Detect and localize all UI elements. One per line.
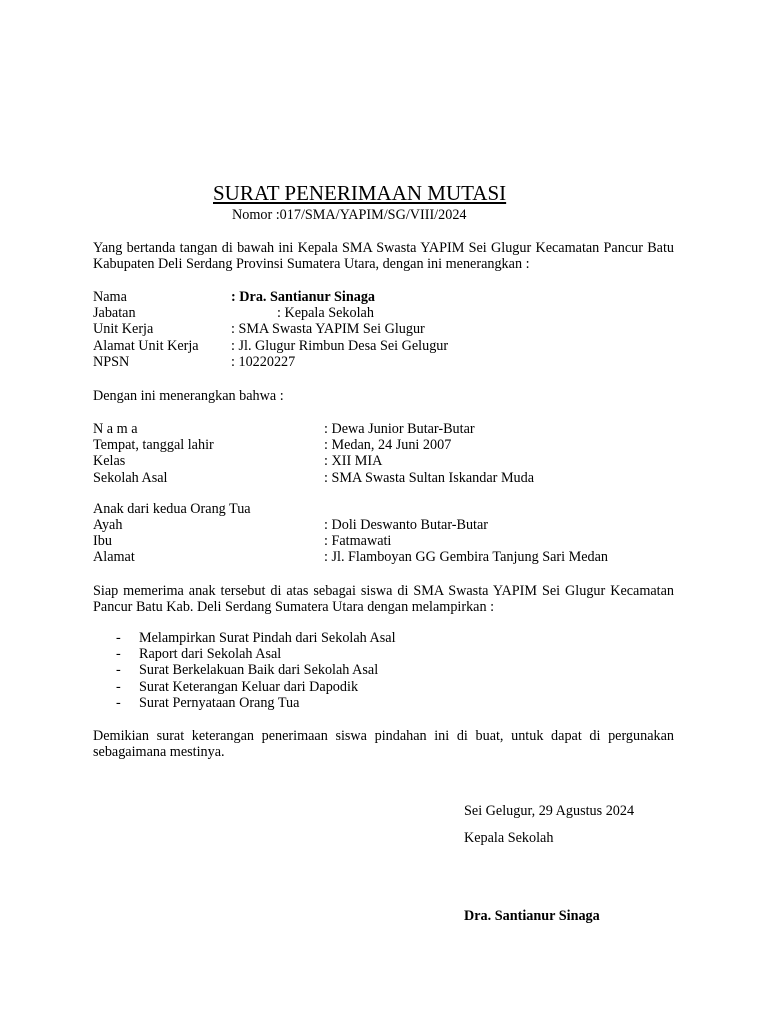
signer-details (93, 289, 674, 370)
student-label: Kelas (93, 453, 126, 470)
student-label: N a m a (93, 421, 138, 437)
list-dash: - (116, 678, 121, 695)
parent-label: Ayah (93, 517, 123, 533)
closing-paragraph: Demikian surat keterangan penerimaan siswa pindahan ini di buat, untuk dapat di pergunakan sebagaimana mestinya. (93, 728, 674, 761)
signer-row-npsn (93, 354, 674, 370)
student-row-kelas (93, 453, 674, 469)
intro-paragraph: Yang bertanda tangan di bawah ini Kepala SMA Swasta YAPIM Sei Glugur Kecamatan Pancur Batu Kabupaten Deli Serdang Provinsi Sumatera Utara, dengan ini menerangkan : (93, 240, 674, 273)
signature-role: Kepala Sekolah (464, 830, 554, 846)
student-row-ttl (93, 437, 674, 453)
signer-row-alamat (93, 338, 674, 354)
letter-title: SURAT PENERIMAAN MUTASI (213, 181, 507, 205)
list-dash: - (116, 630, 121, 646)
letter-page (93, 0, 674, 1024)
student-details (93, 421, 674, 486)
acceptance-paragraph: Siap memerima anak tersebut di atas sebagai siswa di SMA Swasta YAPIM Sei Glugur Kecamatan Pancur Batu Kab. Deli Serdang Sumatera Utara dengan melampirkan : (93, 583, 674, 616)
student-row-nama (93, 421, 674, 437)
list-item (93, 630, 674, 646)
student-value: : Medan, 24 Juni 2007 (324, 437, 452, 454)
list-item (93, 646, 674, 662)
student-label: Tempat, tanggal lahir (93, 437, 214, 454)
student-row-sekolah-asal (93, 470, 674, 486)
list-item-text: Surat Pernyataan Orang Tua (139, 694, 300, 711)
list-dash: - (116, 662, 121, 679)
list-item-text: Surat Berkelakuan Baik dari Sekolah Asal (139, 662, 379, 679)
signer-value: : 10220227 (231, 353, 296, 370)
signature-place-date: Sei Gelugur, 29 Agustus 2024 (464, 803, 635, 819)
parents-heading: Anak dari kedua Orang Tua (93, 501, 251, 517)
signer-value: : Kepala Sekolah (277, 305, 374, 322)
list-item (93, 695, 674, 711)
signer-row-jabatan (93, 305, 674, 321)
parent-value: : Doli Deswanto Butar-Butar (324, 517, 489, 533)
list-item-text: Raport dari Sekolah Asal (139, 646, 282, 663)
list-dash: - (116, 646, 121, 663)
parent-label: Ibu (93, 533, 112, 550)
list-item-text: Melampirkan Surat Pindah dari Sekolah Asal (139, 630, 396, 646)
parent-value: : Fatmawati (324, 533, 392, 550)
signer-label: NPSN (93, 353, 130, 370)
signer-label: Alamat Unit Kerja (93, 337, 199, 354)
signer-value: : Jl. Glugur Rimbun Desa Sei Gelugur (231, 337, 449, 354)
parent-value: : Jl. Flamboyan GG Gembira Tanjung Sari Medan (324, 549, 609, 566)
signature-name: Dra. Santianur Sinaga (464, 908, 600, 924)
signer-value: : SMA Swasta YAPIM Sei Glugur (231, 321, 425, 338)
list-item (93, 662, 674, 678)
statement-paragraph: Dengan ini menerangkan bahwa : (93, 388, 284, 404)
parent-row-ayah (93, 517, 674, 533)
signer-label: Jabatan (93, 305, 136, 322)
student-value: : SMA Swasta Sultan Iskandar Muda (324, 469, 535, 486)
signer-value: : Dra. Santianur Sinaga (231, 289, 376, 305)
parents-details (93, 517, 674, 566)
signer-row-unit-kerja (93, 321, 674, 337)
student-value: : Dewa Junior Butar-Butar (324, 421, 475, 437)
letter-number: Nomor :017/SMA/YAPIM/SG/VIII/2024 (232, 207, 467, 223)
signer-label: Nama (93, 289, 127, 305)
signer-row-nama (93, 289, 674, 305)
student-value: : XII MIA (324, 453, 383, 470)
attachments-list (93, 630, 674, 711)
list-dash: - (116, 694, 121, 711)
parent-label: Alamat (93, 549, 135, 566)
student-label: Sekolah Asal (93, 469, 168, 486)
signer-label: Unit Kerja (93, 321, 154, 338)
list-item (93, 679, 674, 695)
parent-row-alamat (93, 549, 674, 565)
parent-row-ibu (93, 533, 674, 549)
list-item-text: Surat Keterangan Keluar dari Dapodik (139, 678, 359, 695)
